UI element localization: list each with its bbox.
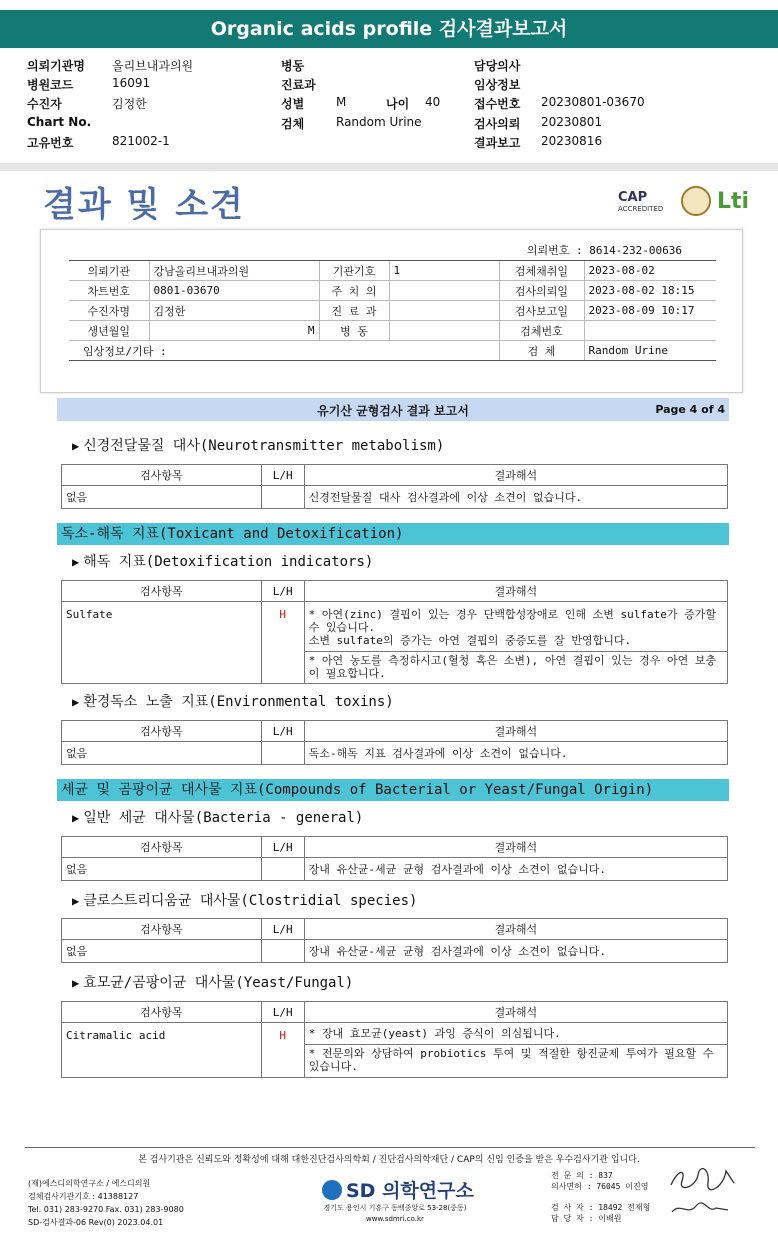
patient-value: Random Urine bbox=[584, 341, 716, 361]
interp-cell: 장내 유산균-세균 균형 검사결과에 이상 소견이 없습니다. bbox=[304, 858, 727, 881]
patient-table bbox=[69, 260, 716, 361]
patient-value: 0801-03670 bbox=[149, 281, 319, 301]
patient-value: 김정한 bbox=[149, 301, 319, 321]
accreditation-note: 본 검사기관은 신뢰도와 정확성에 대해 대한진단검사의학회 / 진단검사의학재단 / CAP의 신임 인증을 받은 우수검사기관 입니다. bbox=[138, 1155, 640, 1165]
table-row bbox=[62, 1023, 728, 1045]
lti-logo: Lti bbox=[717, 189, 750, 214]
item-cell: 없음 bbox=[62, 486, 262, 509]
patient-label: 생년월일 bbox=[69, 321, 149, 341]
header-interp: 결과해석 bbox=[304, 837, 727, 858]
manager: 담 당 자 : 이배원 bbox=[551, 1214, 622, 1223]
request-number-value: 8614-232-00636 bbox=[589, 244, 682, 257]
signatory-info bbox=[551, 1170, 650, 1224]
sd-logo bbox=[322, 1176, 474, 1203]
table-row bbox=[62, 602, 728, 652]
label: 나이 bbox=[386, 97, 410, 111]
table-header-row bbox=[62, 1002, 728, 1023]
label: 의뢰기관명 bbox=[27, 59, 85, 73]
table-header-row bbox=[62, 721, 728, 742]
label: 수진자 bbox=[27, 97, 62, 111]
label: 고유번호 bbox=[27, 136, 74, 150]
item-cell: 없음 bbox=[62, 858, 262, 881]
patient-label: 기관기호 bbox=[319, 261, 389, 281]
sd-logo-icon bbox=[322, 1180, 342, 1200]
table-header-row bbox=[62, 837, 728, 858]
patient-label: 검 체 bbox=[499, 341, 584, 361]
header-item: 검사항목 bbox=[62, 919, 262, 940]
header-lh: L/H bbox=[261, 919, 304, 940]
value: 20230801-03670 bbox=[541, 95, 645, 109]
item-cell: Sulfate bbox=[62, 602, 262, 684]
label: Chart No. bbox=[27, 115, 92, 129]
header-item: 검사항목 bbox=[62, 465, 262, 486]
interp-line: * 아연(zinc) 결핍이 있는 경우 단백합성장애로 인해 소변 sulfate가 증가할 수 있습니다. bbox=[308, 608, 717, 634]
patient-label: 진 료 과 bbox=[319, 301, 389, 321]
result-table bbox=[61, 720, 728, 765]
interp-cell: 독소-해독 지표 검사결과에 이상 소견이 없습니다. bbox=[304, 742, 727, 765]
patient-value bbox=[389, 301, 499, 321]
header-lh: L/H bbox=[261, 721, 304, 742]
flag-cell: H bbox=[261, 602, 304, 684]
subsection-text: 일반 세균 대사물(Bacteria - general) bbox=[83, 810, 364, 826]
patient-row bbox=[69, 261, 716, 281]
table-header-row bbox=[62, 465, 728, 486]
header-item: 검사항목 bbox=[62, 581, 262, 602]
patient-label: 의뢰기관 bbox=[69, 261, 149, 281]
signature-1 bbox=[668, 1167, 738, 1196]
patient-value: M bbox=[149, 321, 319, 341]
interp-cell: * 장내 효모균(yeast) 과잉 증식이 의심됩니다. bbox=[304, 1023, 727, 1045]
cap-logo bbox=[618, 190, 676, 216]
value: Random Urine bbox=[336, 115, 422, 129]
header-item: 검사항목 bbox=[62, 1002, 262, 1023]
table-row bbox=[62, 858, 728, 881]
result-table bbox=[61, 836, 728, 881]
patient-row bbox=[69, 301, 716, 321]
sd-logo-text: SD 의학연구소 bbox=[346, 1180, 474, 1202]
request-number-label: 의뢰번호 : bbox=[526, 244, 590, 257]
tester: 검 사 자 : 18492 전재형 bbox=[551, 1203, 651, 1212]
header-lh: L/H bbox=[261, 581, 304, 602]
patient-label: 차트번호 bbox=[69, 281, 149, 301]
subsection-title: ▶ 클로스트리디움균 대사물(Clostridial species) bbox=[72, 893, 418, 909]
patient-label: 검체채취일 bbox=[499, 261, 584, 281]
patient-label: 주 치 의 bbox=[319, 281, 389, 301]
subsection-text: 클로스트리디움균 대사물(Clostridial species) bbox=[83, 893, 418, 909]
divider bbox=[0, 163, 778, 171]
patient-label: 검사의뢰일 bbox=[499, 281, 584, 301]
flag-cell bbox=[261, 486, 304, 509]
label: 결과보고 bbox=[474, 136, 521, 150]
patient-row bbox=[69, 321, 716, 341]
patient-label: 수진자명 bbox=[69, 301, 149, 321]
patient-value bbox=[389, 321, 499, 341]
address-line: 경기도 용인시 기흥구 동백중앙로 53-28(중동) bbox=[323, 1204, 467, 1212]
patient-value bbox=[584, 321, 716, 341]
subsection-text: 환경독소 노출 지표(Environmental toxins) bbox=[83, 694, 394, 710]
value: 40 bbox=[425, 95, 441, 109]
section-title: 결과 및 소견 bbox=[43, 185, 245, 225]
header-item: 검사항목 bbox=[62, 837, 262, 858]
item-cell: 없음 bbox=[62, 742, 262, 765]
lab-phone: Tel. 031) 283-9270 Fax. 031) 283-9080 bbox=[28, 1205, 184, 1214]
patient-value bbox=[389, 281, 499, 301]
header-lh: L/H bbox=[261, 465, 304, 486]
category-bar: 독소-해독 지표(Toxicant and Detoxification) bbox=[57, 523, 729, 545]
value: 20230801 bbox=[541, 115, 603, 129]
label: 검체 bbox=[281, 117, 305, 131]
category-bar: 세균 및 곰팡이균 대사물 지표(Compounds of Bacterial or Yeast/Fungal Origin) bbox=[57, 779, 729, 801]
header-item: 검사항목 bbox=[62, 721, 262, 742]
label: 접수번호 bbox=[474, 97, 521, 111]
flag-cell bbox=[261, 940, 304, 963]
signature-1-icon bbox=[668, 1167, 738, 1191]
value: M bbox=[336, 95, 347, 109]
lab-address bbox=[310, 1203, 480, 1225]
patient-value: 2023-08-02 bbox=[584, 261, 716, 281]
result-table bbox=[61, 918, 728, 963]
lab-code: 검체검사기관기호 : 41388127 bbox=[28, 1192, 139, 1201]
interp-cell: * 아연 농도를 측정하시고(혈청 혹은 소변), 아연 결핍이 있는 경우 아연 보충이 필요합니다. bbox=[304, 652, 727, 684]
patient-label: 검체번호 bbox=[499, 321, 584, 341]
flag-cell bbox=[261, 742, 304, 765]
cap-logo-text: CAP bbox=[618, 190, 648, 205]
interp-cell bbox=[304, 602, 727, 652]
table-row bbox=[62, 486, 728, 509]
label: 성별 bbox=[281, 97, 305, 111]
table-header-row bbox=[62, 919, 728, 940]
cap-logo-sub: ACCREDITED bbox=[618, 205, 664, 213]
item-cell: Citramalic acid bbox=[62, 1023, 262, 1078]
value: 821002-1 bbox=[112, 134, 170, 148]
flag-cell bbox=[261, 858, 304, 881]
value: 올리브내과의원 bbox=[112, 59, 194, 73]
patient-label: 검사보고일 bbox=[499, 301, 584, 321]
label: 진료과 bbox=[281, 78, 316, 92]
lab-info bbox=[28, 1177, 184, 1229]
header-interp: 결과해석 bbox=[304, 465, 727, 486]
subsection-title: ▶ 일반 세균 대사물(Bacteria - general) bbox=[72, 810, 364, 826]
page-indicator: Page 4 of 4 bbox=[655, 403, 725, 416]
label: 임상정보 bbox=[474, 78, 521, 92]
label: 병원코드 bbox=[27, 78, 74, 92]
result-table bbox=[61, 1001, 728, 1078]
patient-value: 2023-08-02 18:15 bbox=[584, 281, 716, 301]
header-lh: L/H bbox=[261, 837, 304, 858]
report-header bbox=[57, 398, 729, 421]
table-row bbox=[62, 742, 728, 765]
label: 담당의사 bbox=[474, 59, 521, 73]
subsection-text: 해독 지표(Detoxification indicators) bbox=[83, 554, 374, 570]
patient-value: 2023-08-09 10:17 bbox=[584, 301, 716, 321]
website: www.sdmri.co.kr bbox=[366, 1215, 424, 1223]
seal-logo bbox=[681, 186, 711, 216]
license: 의사면허 : 76045 이진영 bbox=[551, 1182, 649, 1191]
interp-line: 소변 sulfate의 증가는 아연 결핍의 중증도를 잘 반영합니다. bbox=[308, 634, 632, 647]
interp-cell: 장내 유산균-세균 균형 검사결과에 이상 소견이 없습니다. bbox=[304, 940, 727, 963]
specialist: 전 문 의 : 837 bbox=[551, 1171, 613, 1180]
subsection-title: ▶ 해독 지표(Detoxification indicators) bbox=[72, 554, 374, 570]
patient-row bbox=[69, 341, 716, 361]
subsection-title: ▶ 신경전달물질 대사(Neurotransmitter metabolism) bbox=[72, 438, 445, 454]
patient-value: 1 bbox=[389, 261, 499, 281]
report-banner: Organic acids profile 검사결과보고서 bbox=[0, 10, 778, 48]
form-rev: SD-검사결과-06 Rev(0) 2023.04.01 bbox=[28, 1218, 164, 1227]
header-lh: L/H bbox=[261, 1002, 304, 1023]
value: 16091 bbox=[112, 76, 151, 90]
label: 병동 bbox=[281, 59, 305, 73]
subsection-title: ▶ 효모균/곰팡이균 대사물(Yeast/Fungal) bbox=[72, 975, 354, 991]
table-header-row bbox=[62, 581, 728, 602]
signature-2 bbox=[668, 1198, 738, 1224]
value: 20230816 bbox=[541, 134, 603, 148]
value: 김정한 bbox=[112, 97, 147, 111]
table-row bbox=[62, 940, 728, 963]
label: 검사의뢰 bbox=[474, 117, 521, 131]
footer-divider bbox=[25, 1147, 755, 1148]
request-number bbox=[527, 242, 682, 258]
result-table bbox=[61, 580, 728, 684]
patient-row bbox=[69, 281, 716, 301]
subsection-text: 신경전달물질 대사(Neurotransmitter metabolism) bbox=[83, 438, 445, 454]
header-interp: 결과해석 bbox=[304, 1002, 727, 1023]
header-interp: 결과해석 bbox=[304, 581, 727, 602]
interp-cell: 신경전달물질 대사 검사결과에 이상 소견이 없습니다. bbox=[304, 486, 727, 509]
result-table bbox=[61, 464, 728, 509]
interp-cell: * 전문의와 상담하여 probiotics 투여 및 적절한 항진균제 투여가 필요할 수 있습니다. bbox=[304, 1045, 727, 1078]
item-cell: 없음 bbox=[62, 940, 262, 963]
header-interp: 결과해석 bbox=[304, 919, 727, 940]
report-title: 유기산 균형검사 결과 보고서 bbox=[317, 404, 469, 418]
subsection-title: ▶ 환경독소 노출 지표(Environmental toxins) bbox=[72, 694, 394, 710]
patient-label: 병 동 bbox=[319, 321, 389, 341]
signature-2-icon bbox=[668, 1198, 738, 1220]
patient-value: 강남올리브내과의원 bbox=[149, 261, 319, 281]
patient-label: 임상정보/기타 : bbox=[69, 341, 499, 361]
lab-name: (재)에스디의학연구소 / 에스디의원 bbox=[28, 1179, 151, 1188]
header-interp: 결과해석 bbox=[304, 721, 727, 742]
flag-cell: H bbox=[261, 1023, 304, 1078]
subsection-text: 효모균/곰팡이균 대사물(Yeast/Fungal) bbox=[83, 975, 354, 991]
patient-box bbox=[40, 229, 743, 393]
